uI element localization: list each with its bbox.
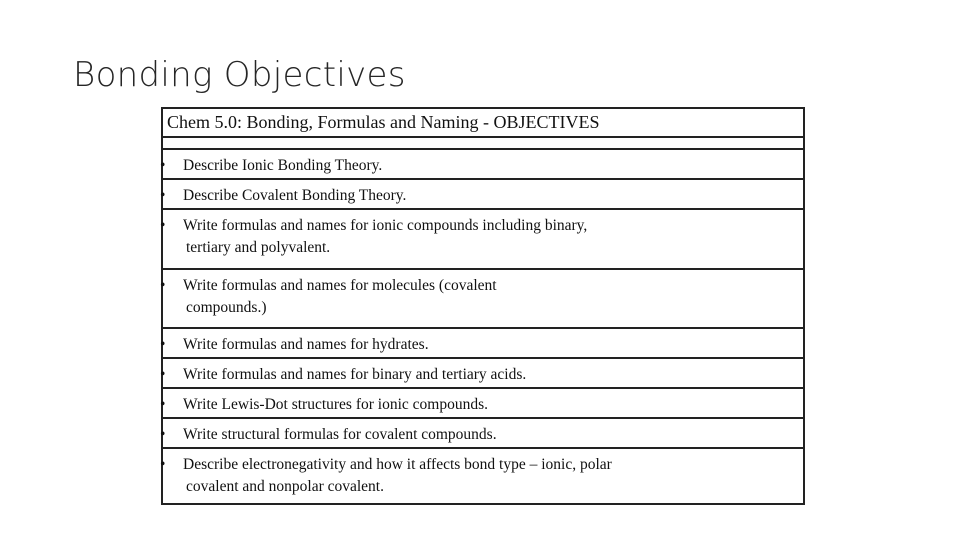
bullet: • <box>160 157 166 174</box>
objective-text: Describe Ionic Bonding Theory. <box>183 157 383 174</box>
objective-text: Write formulas and names for molecules (covalent compounds.) <box>183 277 497 316</box>
bullet: • <box>160 396 166 413</box>
objective-text: Describe electronegativity and how it affects bond type – ionic, polar covalent and nonpolar covalent. <box>183 456 612 495</box>
objective-item <box>160 270 803 329</box>
table-spacer-row <box>163 138 803 150</box>
objective-item <box>160 329 803 359</box>
objectives-table <box>161 107 805 505</box>
slide-title: Bonding Objectives <box>73 55 406 95</box>
objective-text: Describe Covalent Bonding Theory. <box>183 187 407 204</box>
objective-item <box>160 389 803 419</box>
table-header: Chem 5.0: Bonding, Formulas and Naming - OBJECTIVES <box>167 112 600 132</box>
objective-text: Write structural formulas for covalent compounds. <box>183 426 497 443</box>
objective-item <box>160 210 803 270</box>
bullet: • <box>160 336 166 353</box>
objective-item <box>160 419 803 449</box>
objective-text: Write formulas and names for hydrates. <box>183 336 429 353</box>
table-header-row <box>163 109 803 138</box>
bullet: • <box>160 217 166 234</box>
objective-text: Write formulas and names for binary and tertiary acids. <box>183 366 527 383</box>
objective-item <box>160 359 803 389</box>
objective-item <box>160 150 803 180</box>
bullet: • <box>160 426 166 443</box>
bullet: • <box>160 187 166 204</box>
objective-item <box>160 180 803 210</box>
objective-text: Write formulas and names for ionic compounds including binary, tertiary and polyvalent. <box>183 217 588 256</box>
objective-item <box>160 449 803 503</box>
bullet: • <box>160 456 166 473</box>
bullet: • <box>160 366 166 383</box>
objective-text: Write Lewis-Dot structures for ionic compounds. <box>183 396 488 413</box>
bullet: • <box>160 277 166 294</box>
